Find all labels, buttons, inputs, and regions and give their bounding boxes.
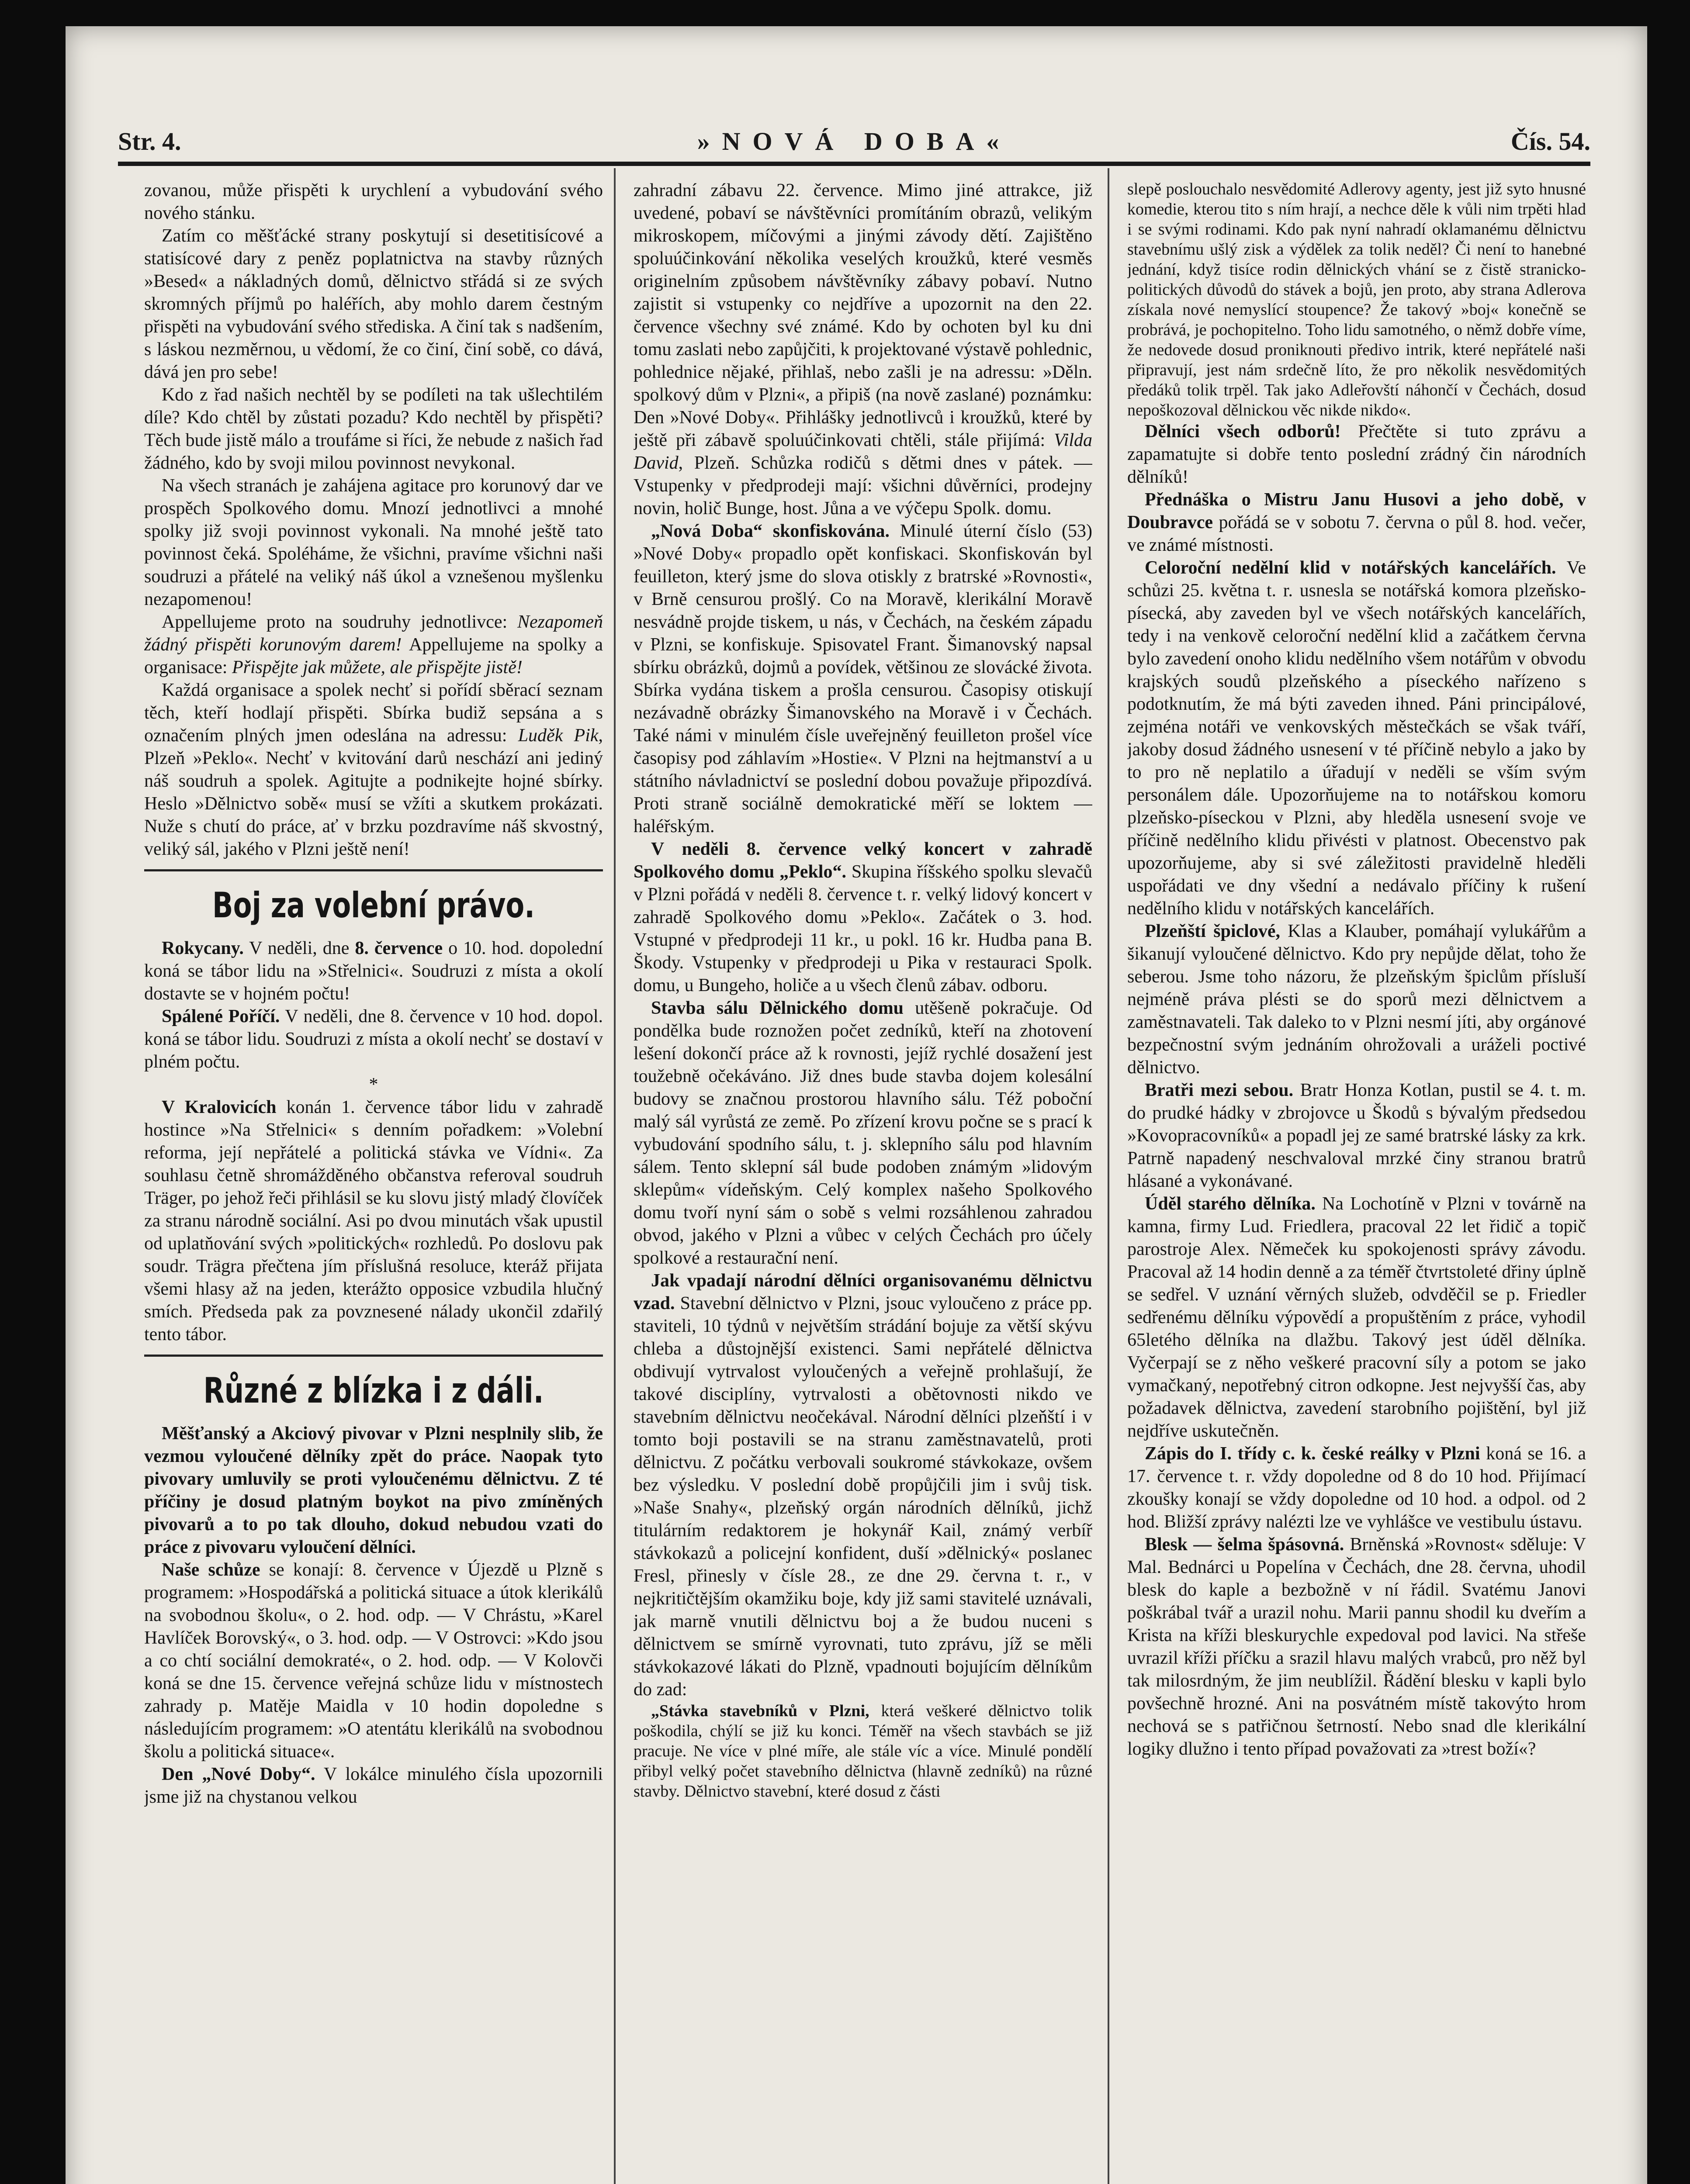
section-heading: Různé z blízka i z dáli. [203, 1370, 544, 1411]
news-item: Přednáška o Mistru Janu Husovi a jeho době, v Doubravce pořádá se v sobotu 7. června o půl 8. hod. večer, ve známé místnosti. [1127, 490, 1586, 555]
news-item: Dělníci všech odborů! Přečtěte si tuto zprávu a zapamatujte si dobře tento poslední zrádný čin národních dělníků! [1127, 422, 1586, 487]
column-divider [614, 168, 616, 2184]
news-item: Den „Nové Doby“. V lokálce minulého čísla upozornili jsme již na chystanou velkou [144, 1764, 603, 1807]
quoted-item: slepě poslouchalo nesvědomité Adlerovy agenty, jest již syto hnusné komedie, kterou tito s ním hrají, a nechce děle k vůli nim trpěti hlad i se svými rodinami. Kdo pak nyní nahradí oklamanému dělnictvu stavebnímu ušlý zisk a výdělek za tolik neděl? Či není to hanebné jednání, když tisíce rodin dělnických vhání se z čistě stranicko-politických důvodů do stávek a bojů, jen proto, aby strana Adlerova získala nové nemyslící stoupence? Že takový »boj« konečně se probrává, je pochopitelno. Toho lidu samotného, o němž dobře víme, že nedovede dosud proniknouti předivo intrik, které nepřátelé naši připravují, jest nám srdečně líto, že pro několik nesvědomitých předáků tolik trpěl. Tak jako Adleřovští náhončí v Čechách, dosud nepoškozoval dělnickou věc nikde nikdo«. [1127, 180, 1586, 419]
column-3 [1127, 179, 1586, 2184]
separator-star: * [369, 1075, 378, 1095]
section-divider [144, 869, 603, 871]
news-item: Zápis do I. třídy c. k. české reálky v Plzni koná se 16. a 17. července t. r. vždy dopoledne od 8 do 10 hod. Přijímací zkoušky konají se vždy dopoledne od 10 hod. a odpol. od 2 hod. Bližší zprávy nalézti lze ve vyhlášce ve vestibulu ústavu. [1127, 1444, 1586, 1532]
news-item: Stavba sálu Dělnického domu utěšeně pokračuje. Od pondělka bude roznožen počet zedníků, kteří na zhotovení lešení dokončí práce až k rovnosti, jejíž rychlé dosažení jest toužebně očekáváno. Již dnes bude stavba dojem kolesální budovy se značnou prostorou hlavního sálu. Též poboční malý sál vyrůstá ze země. Po zřízení krovu počne se s prací k vybudování spodního sálu, t. j. sklepního sálu pod hlavním sálem. Tento sklepní sál bude podoben známým »lidovým sklepům« vídeňským. Celý komplex našeho Spolkového domu tvoří nyní sám o sobě s velmi rozsáhlenou zahradou obvod, jakého v Plzni a vůbec v celých Čechách pro účely spolkové a restaurační není. [634, 998, 1092, 1268]
news-item: Naše schůze se konají: 8. července v Újezdě u Plzně s programem: »Hospodářská a politická situace a útok klerikálů na svobodnou školu«, o 2. hod. odp. — V Chrástu, »Karel Havlíček Borovský«, o 3. hod. odp. — V Ostrovci: »Kdo jsou a co chtí sociální demokraté«, o 2. hod. odp. — V Kolovči koná se dne 15. července veřejná schůze lidu v místnostech zahrady p. Matěje Maidla v 10 hodin dopoledne s následujícím programem: »O atentátu klerikálů na svobodnou školu a politická situace«. [144, 1560, 603, 1762]
masthead [118, 127, 1590, 162]
newspaper-title: »NOVÁ DOBA« [697, 127, 1011, 156]
appeal-paragraph: Appellujeme proto na soudruhy jednotlivce: Nezapomeň žádný přispěti korunovým darem! Appellujeme na spolky a organisace: Přispějte jak můžete, ale přispějte jistě! [144, 612, 603, 677]
article-text: Zatím co měšťácké strany poskytují si desetitisícové a statisícové dary z peněz poplatnictva na stavby různých »Besed« a nákladných domů, dělnictvo střádá si ze svých skromných příjmů po haléřích, aby mohlo darem čestným přispěti na vybudování svého střediska. A činí tak s nadšením, s láskou nezměrnou, u vědomí, že co činí, činí sobě, co dává, dává jen pro sebe! [144, 226, 603, 382]
header-rule [118, 162, 1590, 166]
issue-number: Čís. 54. [1510, 127, 1590, 156]
news-item: „Nová Doba“ skonfiskována. Minulé úterní číslo (53) »Nové Doby« propadlo opět konfiskaci. Skonfiskován byl feuilleton, který jsme do slova otiskly z bratrské »Rovnosti«, v Brně censurou prošlý. Co na Moravě, klerikální Moravě nesvádně projde tiskem, u nás, v Čechách, na českém západu v Plzni, se konfiskuje. Spisovatel Frant. Šimanovský napsal sbírku obrázků, dojmů a povídek, většinou ze slovácké života. Sbírka vydána tiskem a prošla censurou. Časopisy otiskují nezávadně obrázky Šimanovského na Moravě i v Čechách. Také námi v minulém čísle uveřejněný feuilleton prošel více časopisy pod záhlavím »Hostie«. V Plzni na hejtmanství a u státního návladnictví se poslední dobou považuje připozdívá. Proti straně sociálně demokratické měří se loktem — haléřským. [634, 521, 1092, 836]
section-heading: Boj za volební právo. [212, 885, 535, 926]
news-item: V Kralovicích konán 1. července tábor lidu v zahradě hostince »Na Střelnici« s denním pořadkem: »Volební reforma, její nepřátelé a politická stávka ve Vídni«. Za souhlasu četně shromážděného občanstva referoval soudruh Träger, po jehož řeči přihlásil se ku slovu jistý mladý človíček za stranu národně sociální. Asi po dvou minutách však upustil od uplatňování svých »politických« rozhledů. Po doslovu pak soudr. Trägra přečtena jím příslušná resoluce, kteráž přijata všemi hlasy až na jeden, kterážto opposice vzbudila hlučný smích. Předseda pak za povznesené nálady ukončil zdařilý tento tábor. [144, 1097, 603, 1344]
article-text: zovanou, může přispěti k urychlení a vybudování svého nového stánku. [144, 180, 603, 223]
column-1 [144, 179, 603, 2184]
article-text: Kdo z řad našich nechtěl by se podíleti na tak ušlechtilém díle? Kdo chtěl by zůstati pozadu? Kdo nechtěl by přispěti? Těch bude jistě málo a troufáme si říci, že nebude z našich řad žádného, kdo by svoji milou povinnost nevykonal. [144, 385, 603, 473]
news-item: Rokycany. V neděli, dne 8. července o 10. hod. dopolední koná se tábor lidu na »Střelnici«. Soudruzi z místa a okolí dostavte se v hojném počtu! [144, 938, 603, 1004]
section-divider [144, 1355, 603, 1357]
collection-paragraph: Každá organisace a spolek nechť si pořídí sběrací seznam těch, kteří hodlají přispěti. Sbírka budiž sepsána a s označením plných jmen odeslána na adressu: Luděk Pik, Plzeň »Peklo«. Nechť v kvitování darů neschází ani jediný náš soudruh a spolek. Agitujte a podnikejte hojné sbírky. Heslo »Dělnictvo sobě« musí se vžíti a skutkem prokázati. Nuže s chutí do práce, ať v brzku pozdravíme náš skvostný, veliký sál, jakého v Plzni ještě není! [144, 680, 603, 859]
news-item: Jak vpadají národní dělníci organisovanému dělnictvu vzad. Stavební dělnictvo v Plzni, jsouc vyloučeno z práce pp. staviteli, 10 týdnů v největším strádání bojuje za větší skývu chleba a důstojnější existenci. Sami nepřátelé dělnictva obdivují vytrvalost vyloučených a veřejně prohlašují, že takové disciplíny, vytrvalosti a obětovnosti nikdo ve stavebním dělnictvu neočekával. Národní dělníci plzeňští i v tomto boji postavili se na stranu zaměstnavatelů, proti dělnictvu. Z počátku verbovali soukromé stávkokaze, ovšem bez výsledku. V poslední době propůjčili jim i svůj tisk. »Naše Snahy«, plzeňský orgán národních dělníků, jichž titulárním redaktorem je hokynář Kail, známý verbíř stávkokazů a policejní konfident, duší »dělnický« poslanec Fresl, přinesly v čísle 28., ze dne 29. června t. r., v nejkritičtějším okamžiku boje, kdy již sami stavitelé uznávali, jak marně vnutili dělnictvu boj a že budou nuceni s dělnictvem se smírně vyrovnati, tuto zprávu, jíž se měli stávkokazové lákati do Plzně, vpadnouti bojujícím dělníkům do zad: [634, 1271, 1092, 1700]
news-item: Spálené Poříčí. V neděli, dne 8. července v 10 hod. dopol. koná se tábor lidu. Soudruzi z místa a okolí nechť se dostaví v plném počtu. [144, 1006, 603, 1072]
page-number: Str. 4. [118, 127, 181, 156]
news-item: Úděl starého dělníka. Na Lochotíně v Plzni v továrně na kamna, firmy Lud. Friedlera, pracoval 22 let řidič a topič parostroje Alex. Němeček ku spokojenosti správy závodu. Pracoval až 14 hodin denně a za téměř čtvrtstoleté dřiny úplně se sedřel. V uznání věrných služeb, odvděčil se p. Friedler sedřenému dělníku výpovědí a propuštěním z práce, vyhodil 65letého dělníka na dlažbu. Takový jest úděl dělníka. Vyčerpají se z něho veškeré pracovní síly a potom se jako vymačkaný, nepotřebný citron odkopne. Jest nejvyšší čas, aby požadavek dělnictva, zavedení starobního pojištění, byl již nejdříve uskutečněn. [1127, 1194, 1586, 1441]
article-text: Na všech stranách je zahájena agitace pro korunový dar ve prospěch Spolkového domu. Mnozí jednotlivci a mnohé spolky již svoji povinnost vykonali. Na mnohé ještě tato povinnost čeká. Spoléháme, že všichni, pravíme všichni naši soudruzi a přátelé na veliký náš úkol a vznešenou myšlenku nezapomenou! [144, 476, 603, 609]
news-item: zahradní zábavu 22. července. Mimo jiné attrakce, již uvedené, pobaví se návštěvníci promítáním obrazů, velikým mikroskopem, míčovými a jinými závody dětí. Zajištěno spoluúčinkování několika veselých kroužků, které vesměs originelním způsobem návštěvníky zábavy pobaví. Nutno zajistit si vstupenky co nejdříve a upozornit na den 22. července všechny své známé. Kdo by ochoten byl ku dni tomu zaslati nebo zapůjčiti, k projektované výstavě pohlednic, pohlednice nějaké, přihlaš, nebo zašli je na adressu: »Děln. spolkový dům v Plzni«, a připiš (na nově zaslané) poznámku: Den »Nové Doby«. Přihlášky jednotlivců i kroužků, které by ještě při zábavě spoluúčinkovati chtěli, stále přijímá: Vilda David, Plzeň. Schůzka rodičů s dětmi dnes v pátek. — Vstupenky v předprodeji mají: všichni důvěrníci, prodejny novin, holič Bunge, host. Jůna a ve výčepu Spolk. domu. [634, 180, 1092, 518]
column-2 [634, 179, 1092, 2184]
boycott-notice: Měšťanský a Akciový pivovar v Plzni nesplnily slib, že vezmou vyloučené dělníky zpět do práce. Naopak tyto pivovary umluvily se proti vyloučenému dělnictvu. Z té příčiny je dosud platným boykot na pivo zmíněných pivovarů a to po tak dlouho, dokud nebudou vzati do práce z pivovaru vyloučení dělníci. [144, 1424, 603, 1557]
quoted-item: „Stávka stavebníků v Plzni, která veškeré dělnictvo tolik poškodila, chýlí se již ku konci. Téměř na všech stavbách se již pracuje. Ne více v plné míře, ale stále víc a více. Minulé pondělí přibyl velký počet stavebního dělnictva (hlavně zedníků) na různé stavby. Dělnictvo stavební, které dosud z části [634, 1702, 1092, 1800]
news-item: Bratři mezi sebou. Bratr Honza Kotlan, pustil se 4. t. m. do prudké hádky v zbrojovce u Škodů s bývalým předsedou »Kovopracovníků« a popadl jej ze samé bratrské lásky za krk. Patrně napadený neschvaloval mrzké činy stranou bratrů hlásané a vykonávané. [1127, 1080, 1586, 1191]
news-item: Celoroční nedělní klid v notářských kancelářích. Ve schůzi 25. května t. r. usnesla se notářská komora plzeňsko-písecká, aby zaveden byl ve všech notářských kancelářích, tedy i na venkově celoroční nedělní klid a začátkem června bylo zavedení onoho klidu nedělního všem notářům v obvodu krajských soudů plzeňského a píseckého nařízeno s podotknutím, že má býti zaveden ihned. Páni principálové, zejména notáři ve venkovských městečkách se však tváří, jakoby dosud žádného usnesení v té příčině nebylo a jako by to pro ně neplatilo a úřadují v neděli se vším svým personálem dále. Upozorňujeme na to notářskou komoru plzeňsko-píseckou v Plzni, aby hleděla usnesení svoje ve příčině nedělního klidu přivésti v platnost. Obecenstvo pak upozorňujeme, aby si své záležitosti pravidelně hleděli uspořádati ve dny všední a nedávalo příčiny k rušení nedělního klidu v notářských kancelářích. [1127, 558, 1586, 919]
news-item: Blesk — šelma špásovná. Brněnská »Rovnost« sděluje: V Mal. Bednárci u Popelína v Čechách, dne 28. června, uhodil blesk do kaple a bezbožně v ní řádil. Svatému Janovi poškrábal tvář a urazil nohu. Marii pannu shodil ku dveřím a Krista na kříži bleskurychle expedoval pod lavici. Na střeše uvrazil kříži příčku a srazil hlavu malých vrabců, pro něž byl tak milosrdným, že jim neublížil. Řádění blesku v kapli bylo povšechně hrozné. Ani na posvátném místě takovýto hrom nechová se s patřičnou šetrností. Nebo snad dle klerikální logiky dlužno i tento případ považovati za »trest boží«? [1127, 1534, 1586, 1759]
column-divider [1108, 168, 1109, 2184]
news-item: Plzeňští špiclové, Klas a Klauber, pomáhají vylukářům a šikanují vyloučené dělnictvo. Kdo pry nepůjde dělat, toho že seberou. Jsme toho názoru, že plzeňským špiclům přísluší nejméně práva plésti se do sporů mezi dělnictvem a zaměstnavateli. Tak daleko to v Plzni nesmí jíti, aby orgánové bezpečnostní svým jednáním ohrožovali a uráželi poctivé dělnictvo. [1127, 921, 1586, 1078]
news-item: V neděli 8. července velký koncert v zahradě Spolkového domu „Peklo“. Skupina říšského spolku slevačů v Plzni pořádá v neděli 8. července t. r. velký lidový koncert v zahradě Spolkového domu »Peklo«. Začátek o 3. hod. Vstupné v předprodeji 11 kr., u pokl. 16 kr. Hudba pana B. Škody. Vstupenky v předprodeji u Pika v restauraci Spolk. domu, u Bungeho, holiče a u všech členů zábav. odboru. [634, 839, 1092, 995]
